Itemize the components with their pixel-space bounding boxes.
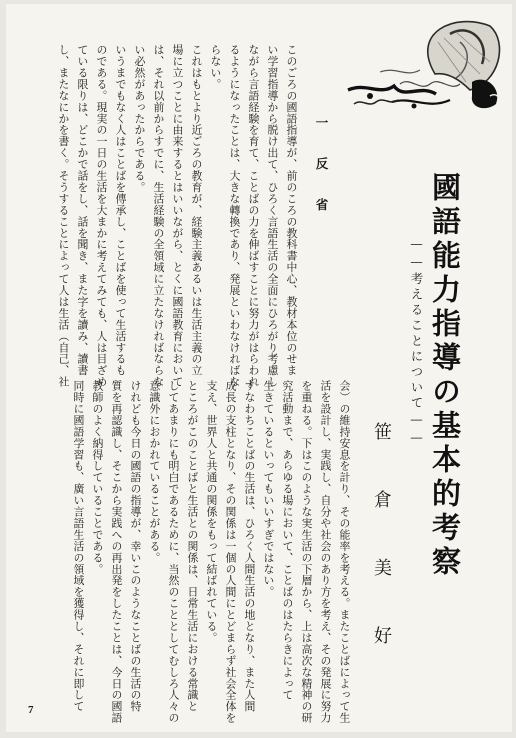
text-column: のである。現実の一日の生活を大まかに考えてみても、人は目ざめ xyxy=(94,44,108,388)
text-column: るようになったことは、大きな轉換であり、発展といわなければな xyxy=(227,44,241,388)
section-heading: 一 反 省 xyxy=(314,116,329,219)
text-column: 生きているといってもいいすぎではない。 xyxy=(261,380,275,598)
text-column: い学習指導から脱け出て、ひろく言語生活の全面にひろがり考慮し xyxy=(265,44,279,388)
text-column: 質を再認識し、そこから実践への再出発をしたことは、今日の國語 xyxy=(109,380,123,724)
text-column: 意識外におかれていることがある。 xyxy=(147,380,161,564)
text-column: ながら言語経験を育て、ことばの力を伸ばすことに努力がはらわれ xyxy=(246,44,260,388)
text-column: 活を設計し、実践し、自分や社会のあり方を考え、その発展に努力 xyxy=(318,380,332,724)
text-column: けれども今日の國語の指導が、幸いこのようなことばの生活の特 xyxy=(128,380,142,713)
text-column: し、またなにかを書く。そうすることによって人は生活（自己、社 xyxy=(56,44,70,388)
text-column: このごろの國語指導が、前のころの教科書中心、教材本位のせま xyxy=(284,44,298,377)
text-column: らない。 xyxy=(208,44,222,90)
document-page xyxy=(6,4,512,732)
text-column: してあまりにも明白であるために、当然のこととしてむしろ人々の xyxy=(166,380,180,724)
text-column: は、それ以前からすでに、生活経験の全領域に立たなければならな xyxy=(151,44,165,388)
text-column: これはもとより近ごろの教育が、経験主義あるいは生活主義の立 xyxy=(189,44,203,377)
page-number: 7 xyxy=(28,704,34,716)
text-column: 成長の支柱となり、その関係は一個の人間にとどまらず社会全体を xyxy=(223,380,237,724)
text-column: を重ねる。下はこのような実生活の下層から、上は高次な精神の研 xyxy=(299,380,313,724)
text-column: 教師のよく納得していることである。 xyxy=(90,380,104,575)
text-column: すなわちことばの生活は、ひろく人間生活の地となり、また人間 xyxy=(242,380,256,713)
text-column: いうまでもなく人はことばを傳承し、ことばを使って生活するも xyxy=(113,44,127,377)
text-column: 究活動まで、あらゆる場において、ことばのはたらきによって xyxy=(280,380,294,701)
text-column: 会）の維持安息を計り、その能率を考える。またことばによって生 xyxy=(337,380,351,724)
article-title: 國語能力指導の基本的考察 xyxy=(428,172,462,580)
text-column: 場に立つことに由来するとはいいながら、とくに國語教育において xyxy=(170,44,184,388)
text-column: ところがこのことばと生活との関係は、日常生活における常識と xyxy=(185,380,199,713)
text-column: 同時に國語学習も、廣い言語生活の領域を獲得し、それに即して xyxy=(71,380,85,713)
author-name: 笹 倉 美 好 xyxy=(371,422,392,660)
text-column: ている限りは、どこかで話をし、話を聞き、また字を讀み、讀書 xyxy=(75,44,89,377)
text-column: 支え、世界人と共通の関係をもって結ばれている。 xyxy=(204,380,218,644)
article-subtitle: ——考えることについて—— xyxy=(409,236,424,448)
text-column: い必然があったからである。 xyxy=(132,44,146,193)
brush-illustration xyxy=(340,12,510,116)
